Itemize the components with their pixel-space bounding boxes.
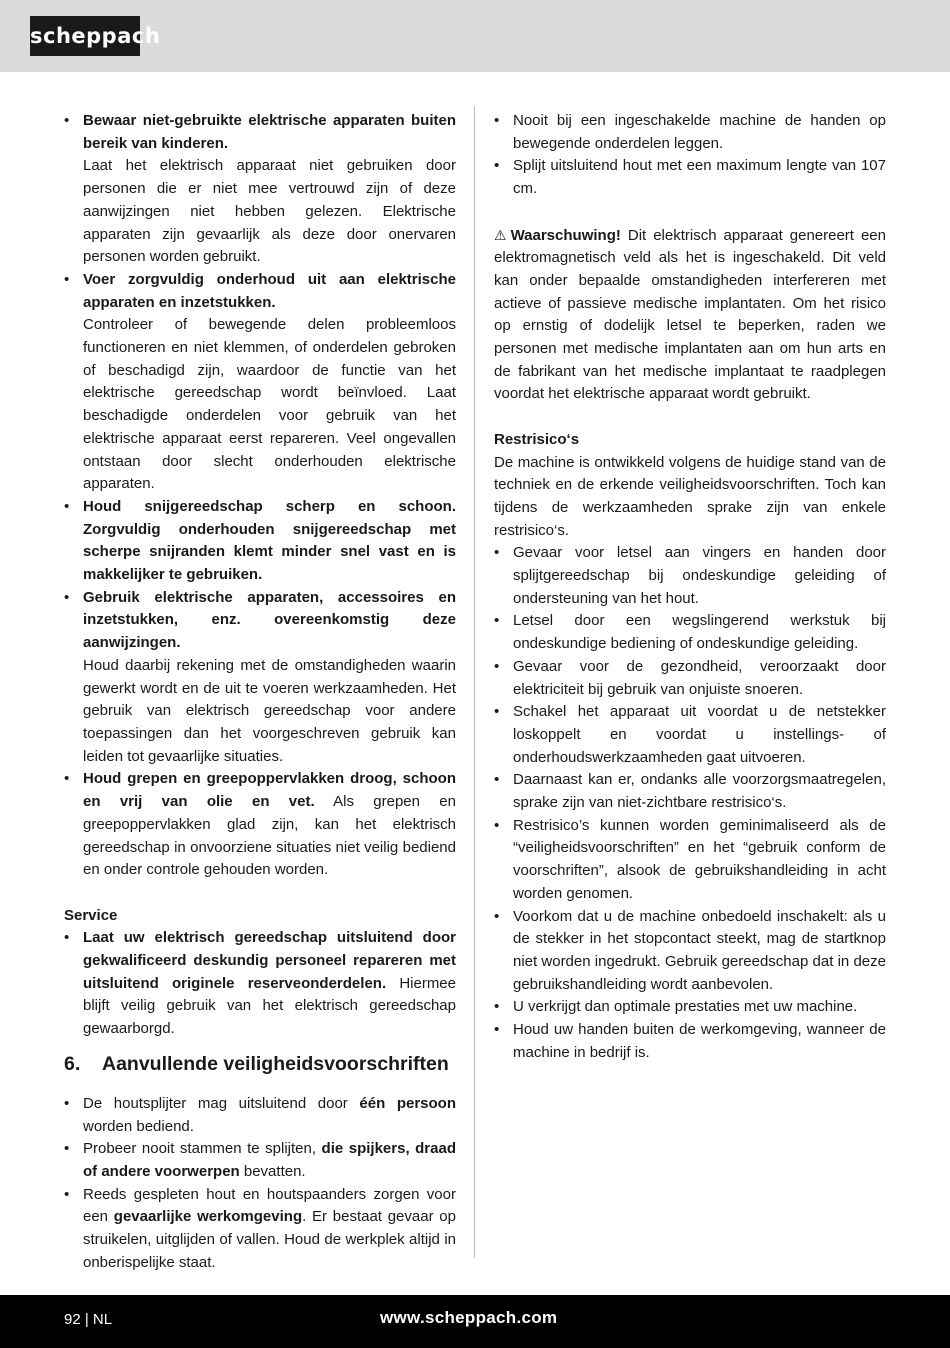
list-item: • Gevaar voor de gezondheid, veroorzaakt door elektriciteit bij gebruik van onjuiste snoeren. bbox=[494, 657, 886, 698]
list-item: • Reeds gespleten hout en houtspaanders zorgen voor een gevaarlijke werkomgeving. Er bestaat gevaar op struikelen, uitglijden of vallen. Houd de werkplek altijd in onberispelijke staat. bbox=[64, 1185, 456, 1271]
page-header bbox=[0, 0, 950, 72]
bullet: • bbox=[494, 771, 500, 789]
list-item: • Gevaar voor letsel aan vingers en handen door splijtgereedschap bij ondeskundige geleiding of ondersteuning van het hout. bbox=[494, 544, 886, 607]
bullet-heading: Bewaar niet-gebruikte elektrische apparaten buiten bereik van kinderen. bbox=[83, 112, 456, 152]
section-title-text: Aanvullende veiligheidsvoorschriften bbox=[102, 1052, 449, 1075]
section-heading-service: Service bbox=[64, 906, 118, 924]
bullet: • bbox=[494, 657, 500, 675]
bullet-heading: Voer zorgvuldig onderhoud uit aan elektrische apparaten en inzetstukken. bbox=[83, 270, 456, 311]
paragraph: Houd daarbij rekening met de omstandigheden waarin gewerkt wordt en de uit te voeren werkzaamheden. Het gebruik van elektrisch gereedschap voor andere toepassingen dan het voorgeschreven gebruik kan leiden tot gevaarlijke situaties. bbox=[83, 656, 456, 765]
bullet-heading: Laat uw elektrisch gereedschap uitsluitend door gekwalificeerd deskundig personeel repareren met uitsluitend originele reserveonderdelen. bbox=[83, 929, 456, 992]
list-item bbox=[64, 927, 456, 1041]
list-item bbox=[64, 496, 456, 587]
bullet: • bbox=[64, 270, 70, 288]
bullet: • bbox=[494, 998, 500, 1016]
list-item: • Daarnaast kan er, ondanks alle voorzorgsmaatregelen, sprake zijn van niet-zichtbare restrisico‘s. bbox=[494, 771, 886, 812]
list-item: • Letsel door een wegslingerend werkstuk bij ondeskundige bediening of ondeskundige geleiding. bbox=[494, 612, 886, 653]
warning-paragraph bbox=[494, 224, 886, 407]
bullet-text: Als grepen en greepoppervlakken glad zijn, kan het elektrisch gereedschap in onvoorziene situaties niet veilig bediend en onder controle gehouden worden. bbox=[83, 793, 456, 879]
list-item: • Houd uw handen buiten de werkomgeving, wanneer de machine in bedrijf is. bbox=[494, 1021, 886, 1061]
bullet: • bbox=[494, 612, 500, 630]
warning-triangle-icon: ⚠ bbox=[494, 226, 507, 243]
paragraph: Laat het elektrisch apparaat niet gebruiken door personen die er niet mee vertrouwd zijn of deze aanwijzingen niet hebben gelezen. Elektrische apparaten zijn gevaarlijk als deze door onervaren personen worden gebruikt. bbox=[83, 157, 456, 266]
list-item bbox=[64, 768, 456, 882]
list-item: • Voorkom dat u de machine onbedoeld inschakelt: als u de stekker in het stopcontact steekt, mag de startknop niet worden ingedrukt. Gebruik gereedschap dat in deze gebruikshandleiding wordt aanbevolen. bbox=[494, 907, 886, 993]
page-footer bbox=[0, 1295, 950, 1348]
risk-list bbox=[494, 542, 886, 1064]
list-item: • Splijt uitsluitend hout met een maximum lengte van 107 cm. bbox=[494, 157, 886, 198]
bullet: • bbox=[494, 907, 500, 925]
brand-logo: scheppach bbox=[30, 16, 140, 56]
bullet: • bbox=[64, 1185, 70, 1203]
warning-label: Waarschuwing! bbox=[510, 226, 621, 244]
list-item bbox=[64, 269, 456, 314]
bullet: • bbox=[64, 1094, 70, 1112]
list-item: • De houtsplijter mag uitsluitend door één persoon worden bediend. bbox=[64, 1094, 457, 1135]
bullet: • bbox=[64, 112, 70, 129]
bullet: • bbox=[64, 1140, 70, 1158]
bullet: • bbox=[494, 544, 500, 562]
column-divider bbox=[474, 106, 475, 1258]
bullet: • bbox=[494, 157, 500, 175]
paragraph: Controleer of bewegende delen probleemloos functioneren en niet klemmen, of onderdelen gebroken of beschadigd zijn, waardoor de functie van het elektrische gereedschap wordt beïnvloed. Laat beschadigde onderdelen voor gebruik van het elektrische apparaat eerst repareren. Veel ongevallen ontstaan door slecht onderhouden elektrische apparaten. bbox=[83, 316, 456, 493]
bullet: • bbox=[64, 497, 70, 515]
right-column bbox=[494, 110, 886, 1065]
list-item bbox=[64, 587, 456, 655]
list-item bbox=[64, 110, 456, 155]
section-heading-restrisicos: Restrisico‘s bbox=[494, 430, 580, 448]
bullet: • bbox=[494, 112, 500, 129]
list-item: • Nooit bij een ingeschakelde machine de handen op bewegende onderdelen leggen. bbox=[494, 112, 886, 152]
list-item: • U verkrijgt dan optimale prestaties met uw machine. bbox=[494, 996, 886, 1019]
list-item: • Restrisico’s kunnen worden geminimaliseerd als de “veiligheidsvoorschriften” en het “gebruik conform de voorschriften”, alsook de gebruikshandleiding in acht worden genomen. bbox=[494, 816, 886, 902]
left-column bbox=[64, 110, 456, 1274]
section-number: 6. bbox=[64, 1052, 81, 1075]
bullet-heading: Houd grepen en greepoppervlakken droog, schoon en vrij van olie en vet. bbox=[83, 770, 456, 811]
list-item: • Schakel het apparaat uit voordat u de netstekker loskoppelt en voordat u instellings- of onderhoudswerkzaamheden gaat uitvoeren. bbox=[494, 703, 886, 766]
website-url: www.scheppach.com bbox=[380, 1308, 558, 1327]
section-title bbox=[64, 1051, 456, 1077]
bullet: • bbox=[64, 929, 70, 947]
bullet-text: Hiermee blijft veilig gebruik van het elektrisch gereedschap gewaarborgd. bbox=[83, 974, 456, 1038]
bullet: • bbox=[494, 1021, 500, 1039]
paragraph: De machine is ontwikkeld volgens de huidige stand van de techniek en de erkende veiligheidsvoorschriften. Toch kan tijdens de werkzaamheden sprake zijn van enkele restrisico‘s. bbox=[494, 453, 886, 539]
bullet: • bbox=[494, 703, 500, 721]
bullet: • bbox=[494, 816, 500, 834]
warning-text: Dit elektrisch apparaat genereert een elektromagnetisch veld als het is ingeschakeld. Dit veld kan onder bepaalde omstandigheden interfereren met actieve of passieve medische implantaten. Om het risico op ernstig of dodelijk letsel te beperken, raden we personen met medische implantaten aan om hun arts en de fabrikant van het medische implantaat te raadplegen voordat het elektrische apparaat wordt gebruikt. bbox=[494, 226, 886, 403]
bullet-heading: Houd snijgereedschap scherp en schoon. Zorgvuldig onderhouden snijgereedschap met scherpe snijranden klemt minder snel vast en is makkelijker te gebruiken. bbox=[83, 497, 456, 584]
page-number: 92 | NL bbox=[64, 1311, 113, 1328]
bullet-heading: Gebruik elektrische apparaten, accessoires en inzetstukken, enz. overeenkomstig deze aanwijzingen. bbox=[83, 588, 456, 652]
bullet: • bbox=[64, 588, 70, 606]
bullet: • bbox=[64, 770, 70, 788]
list-item: • Probeer nooit stammen te splijten, die spijkers, draad of andere voorwerpen bevatten. bbox=[64, 1140, 456, 1180]
